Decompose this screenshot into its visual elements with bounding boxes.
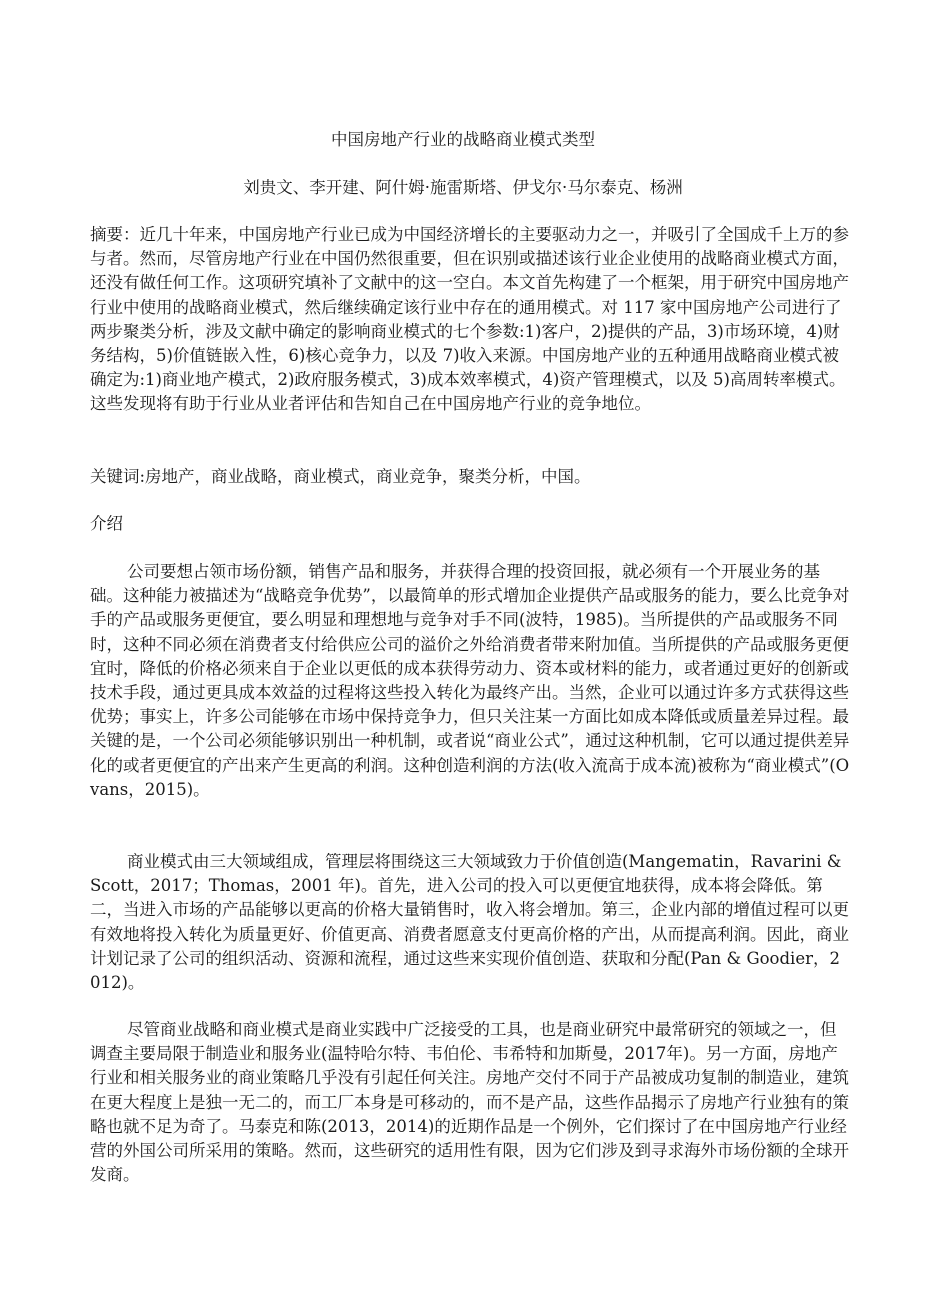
paper-title: 中国房地产行业的战略商业模式类型 xyxy=(331,130,595,149)
keywords-line: 关键词:房地产，商业战略，商业模式，商业竞争，聚类分析，中国。 xyxy=(90,467,591,486)
intro-heading: 介绍 xyxy=(90,514,123,533)
author-list: 刘贵文、李开建、阿什姆·施雷斯塔、伊戈尔·马尔泰克、杨洲 xyxy=(243,178,683,197)
abstract-paragraph: 摘要：近几十年来，中国房地产行业已成为中国经济增长的主要驱动力之一，并吸引了全国成千上万的参与者。然而，尽管房地产行业在中国仍然很重要，但在识别或描述该行业企业使用的战略商业模式方面，还没有做任何工作。这项研究填补了文献中的这一空白。本文首先构建了一个框架，用于研究中国房地产行业中使用的战略商业模式，然后继续确定该行业中存在的通用模式。对 117 家中国房地产公司进行了两步聚类分析，涉及文献中确定的影响商业模式的七个参数:1)客户，2)提供的产品，3)市场环境，4)财务结构，5)价值链嵌入性，6)核心竞争力，以及 7)收入来源。中国房地产业的五种通用战略商业模式被确定为:1)商业地产模式，2)政府服务模式，3)成本效率模式，4)资产管理模式，以及 5)高周转率模式。这些发现将有助于行业从业者评估和告知自己在中国房地产行业的竞争地位。 xyxy=(90,225,849,414)
body-paragraph-1: 公司要想占领市场份额，销售产品和服务，并获得合理的投资回报，就必须有一个开展业务的基础。这种能力被描述为“战略竞争优势”，以最简单的形式增加企业提供产品或服务的能力，要么比竞争对手的产品或服务更便宜，要么明显和理想地与竞争对手不同(波特，1985)。当所提供的产品或服务不同时，这种不同必须在消费者支付给供应公司的溢价之外给消费者带来附加值。当所提供的产品或服务更便宜时，降低的价格必须来自于企业以更低的成本获得劳动力、资本或材料的能力，或者通过更好的创新或技术手段，通过更具成本效益的过程将这些投入转化为最终产出。当然，企业可以通过许多方式获得这些优势；事实上，许多公司能够在市场中保持竞争力，但只关注某一方面比如成本降低或质量差异过程。最关键的是，一个公司必须能够识别出一种机制，或者说“商业公式”，通过这种机制，它可以通过提供差异化的或者更便宜的产出来产生更高的利润。这种创造利润的方法(收入流高于成本流)被称为“商业模式”(Ovans，2015)。 xyxy=(90,562,850,799)
body-paragraph-3: 尽管商业战略和商业模式是商业实践中广泛接受的工具，也是商业研究中最常研究的领域之一，但调查主要局限于制造业和服务业(温特哈尔特、韦伯伦、韦希特和加斯曼，2017年)。另一方面，房地产行业和相关服务业的商业策略几乎没有引起任何关注。房地产交付不同于产品被成功复制的制造业，建筑在更大程度上是独一无二的，而工厂本身是可移动的，而不是产品，这些作品揭示了房地产行业独有的策略也就不足为奇了。马泰克和陈(2013，2014)的近期作品是一个例外，它们探讨了在中国房地产行业经营的外国公司所采用的策略。然而，这些研究的适用性有限，因为它们涉及到寻求海外市场份额的全球开发商。 xyxy=(90,1020,849,1185)
body-paragraph-2: 商业模式由三大领域组成，管理层将围绕这三大领域致力于价值创造(Mangematin，Ravarini & Scott，2017；Thomas，2001 年)。首先，进入公司的投入可以更便宜地获得，成本将会降低。第二，当进入市场的产品能够以更高的价格大量销售时，收入将会增加。第三，企业内部的增值过程可以更有效地将投入转化为质量更好、价值更高、消费者愿意支付更高价格的产出，从而提高利润。因此，商业计划记录了公司的组织活动、资源和流程，通过这些来实现价值创造、获取和分配(Pan & Goodier，2012)。 xyxy=(90,852,849,993)
